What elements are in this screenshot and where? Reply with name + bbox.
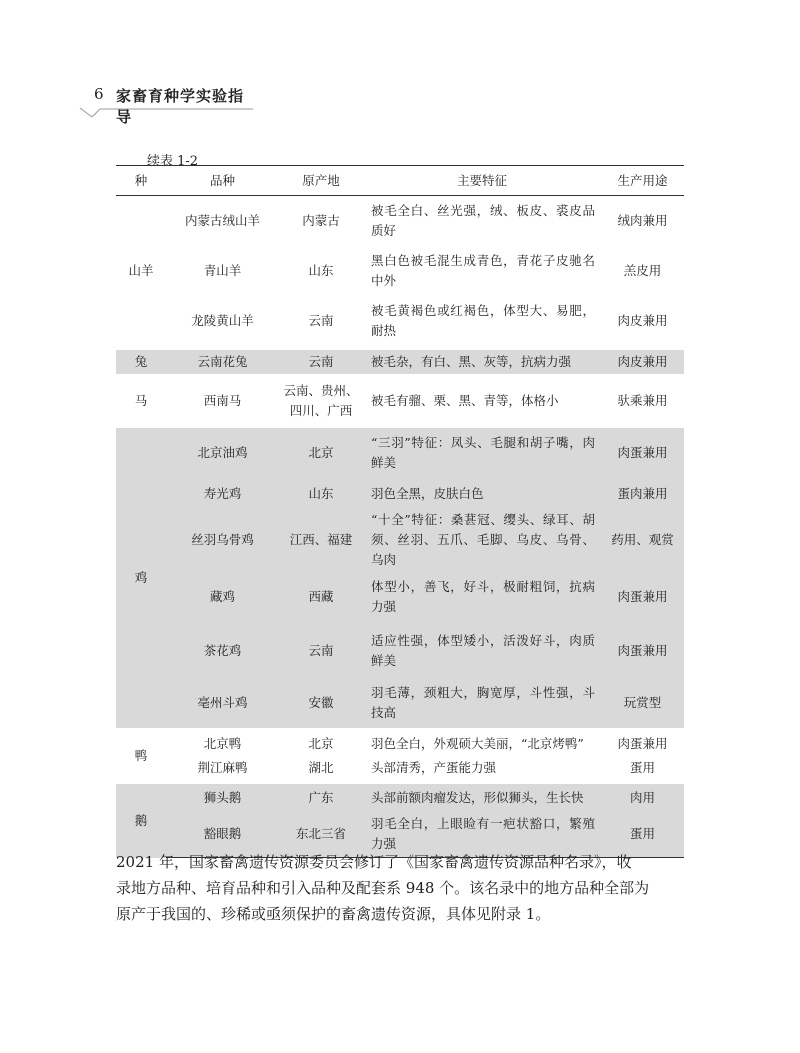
use-cell: 肉蛋兼用	[601, 624, 684, 678]
use-cell: 蛋用	[629, 759, 655, 775]
breed-cell: 青山羊	[203, 262, 242, 278]
origin-cell: 山东	[308, 262, 334, 278]
origin-cell: 西藏	[279, 570, 363, 624]
table-caption: 续表 1-2	[147, 154, 199, 169]
column-header-features: 主要特征	[363, 166, 601, 196]
species-cell: 马	[134, 392, 148, 408]
features-cell: “三羽”特征：凤头、毛腿和胡子嘴，肉鲜美	[363, 428, 601, 478]
origin-cell: 江西、福建	[279, 510, 363, 570]
body-paragraph-line-3: 原产于我国的、珍稀或亟须保护的畜禽遗传资源，具体见附录 1。	[116, 905, 551, 923]
table-row	[116, 624, 684, 678]
column-header-origin: 原产地	[279, 166, 363, 196]
breed-cell: 亳州斗鸡	[166, 678, 279, 728]
use-cell: 绒肉兼用	[617, 212, 668, 228]
column-header-species: 种	[116, 166, 166, 196]
breed-cell: 内蒙古绒山羊	[184, 212, 260, 228]
features-cell: 头部前额肉瘤发达，形似狮头，生长快	[363, 784, 601, 812]
features-cell: 被毛有骝、栗、黑、青等，体格小	[371, 392, 559, 408]
use-cell: 羔皮用	[623, 262, 662, 278]
breed-cell: 龙陵黄山羊	[191, 312, 254, 328]
features-cell: 羽色全黑，皮肤白色	[363, 478, 601, 510]
breed-cell: 北京油鸡	[166, 428, 279, 478]
use-cell: 蛋用	[601, 812, 684, 858]
species-cell: 鸭	[134, 747, 148, 763]
table-row	[116, 784, 684, 812]
features-cell: 羽毛薄，颈粗大，胸宽厚，斗性强，斗技高	[363, 678, 601, 728]
breed-cell: 北京鸭	[203, 735, 242, 751]
features-cell: 被毛黄褐色或红褐色，体型大、易肥，耐热	[371, 302, 595, 338]
body-paragraph-line-1: 2021 年，国家畜禽遗传资源委员会修订了《国家畜禽遗传资源品种名录》，收	[116, 853, 632, 871]
features-cell: 被毛全白、丝光强，绒、板皮、裘皮品质好	[371, 202, 595, 238]
table-row	[116, 378, 684, 424]
origin-cell: 云南、贵州、四川、广西	[283, 382, 359, 418]
features-cell: 适应性强，体型矮小，活泼好斗，肉质鲜美	[363, 624, 601, 678]
use-cell: 肉皮兼用	[617, 312, 668, 328]
use-cell: 驮乘兼用	[617, 392, 668, 408]
table-row	[116, 428, 684, 478]
species-cell: 兔	[116, 350, 166, 374]
features-cell: “十全”特征：桑葚冠、缨头、绿耳、胡须、丝羽、五爪、毛脚、乌皮、乌骨、乌肉	[363, 510, 601, 570]
table-row	[116, 246, 684, 296]
species-cell: 鸡	[116, 428, 166, 728]
origin-cell: 东北三省	[279, 812, 363, 858]
breed-cell: 茶花鸡	[166, 624, 279, 678]
table-row	[116, 350, 684, 374]
use-cell: 蛋肉兼用	[601, 478, 684, 510]
origin-cell: 云南	[279, 624, 363, 678]
column-header-breed: 品种	[166, 166, 279, 196]
origin-cell: 北京	[308, 735, 334, 751]
use-cell: 肉用	[601, 784, 684, 812]
breed-cell: 荆江麻鸭	[197, 759, 248, 775]
origin-cell: 云南	[279, 350, 363, 374]
origin-cell: 北京	[279, 428, 363, 478]
table-row	[116, 732, 684, 756]
origin-cell: 广东	[279, 784, 363, 812]
features-cell: 体型小，善飞，好斗，极耐粗饲，抗病力强	[363, 570, 601, 624]
book-title: 家畜育种学实验指导	[116, 87, 245, 126]
table-row	[116, 570, 684, 624]
column-header-use: 生产用途	[601, 166, 684, 196]
origin-cell: 安徽	[279, 678, 363, 728]
running-header	[78, 82, 258, 126]
features-cell: 被毛杂，有白、黑、灰等，抗病力强	[363, 350, 601, 374]
page-number: 6	[94, 85, 104, 103]
table-row	[116, 296, 684, 346]
features-cell: 黑白色被毛混生成青色，青花子皮驰名中外	[371, 252, 595, 288]
table-row	[116, 196, 684, 246]
table-row	[116, 478, 684, 510]
origin-cell: 云南	[308, 312, 334, 328]
breed-cell: 丝羽乌骨鸡	[166, 510, 279, 570]
use-cell: 药用、观赏	[601, 510, 684, 570]
breed-cell: 豁眼鹅	[166, 812, 279, 858]
breed-cell: 狮头鹅	[166, 784, 279, 812]
use-cell: 肉皮兼用	[601, 350, 684, 374]
breed-cell: 寿光鸡	[166, 478, 279, 510]
species-cell: 鹅	[116, 784, 166, 858]
use-cell: 肉蛋兼用	[601, 570, 684, 624]
features-cell: 羽毛全白，上眼睑有一疤状豁口，繁殖力强	[363, 812, 601, 858]
use-cell: 玩赏型	[601, 678, 684, 728]
breed-table	[116, 165, 684, 858]
features-cell: 羽色全白，外观硕大美丽，“北京烤鸭”	[371, 735, 584, 751]
use-cell: 肉蛋兼用	[601, 428, 684, 478]
breed-cell: 藏鸡	[166, 570, 279, 624]
table-row	[116, 510, 684, 570]
origin-cell: 内蒙古	[302, 212, 340, 228]
origin-cell: 湖北	[308, 759, 334, 775]
table-header-row	[116, 166, 684, 196]
body-paragraph-line-2: 录地方品种、培育品种和引入品种及配套系 948 个。该名录中的地方品种全部为	[116, 879, 650, 897]
origin-cell: 山东	[279, 478, 363, 510]
table-row	[116, 678, 684, 728]
use-cell: 肉蛋兼用	[617, 735, 668, 751]
species-cell: 山羊	[128, 262, 154, 278]
features-cell: 头部清秀，产蛋能力强	[371, 759, 497, 775]
breed-cell: 云南花兔	[166, 350, 279, 374]
breed-cell: 西南马	[203, 392, 242, 408]
table-row	[116, 756, 684, 780]
